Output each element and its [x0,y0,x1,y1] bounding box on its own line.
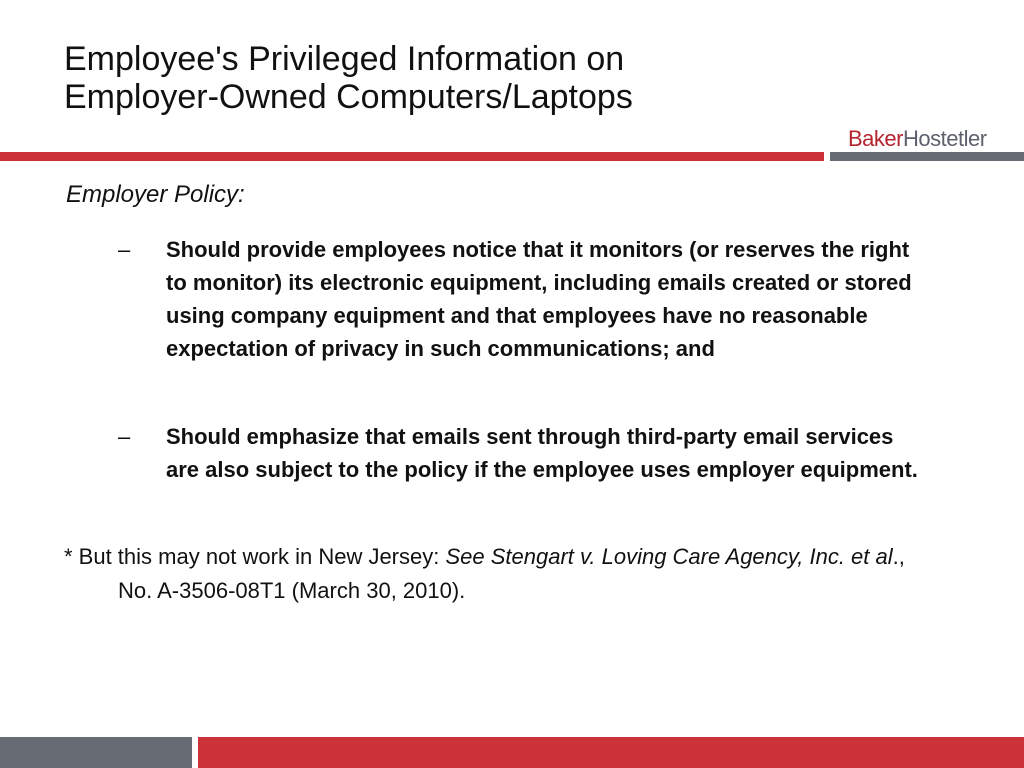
bullet-dash: – [118,424,131,449]
footnote-case-citation: See Stengart v. Loving Care Agency, Inc. et al [445,544,893,569]
logo-part-hostetler: Hostetler [902,126,987,151]
slide-title-line-2: Employer-Owned Computers/Laptops [64,78,633,116]
section-heading: Employer Policy: [66,181,245,208]
header-divider-red [0,152,824,161]
footnote-suffix: ., No. A-3506-08T1 (March 30, 2010). [118,544,905,603]
bullet-dash: – [118,237,131,262]
slide-title-line-1: Employee's Privileged Information on [64,40,625,78]
baker-hostetler-logo [848,126,987,152]
footnote-prefix: * But this may not work in New Jersey: [64,544,446,569]
bullet-text: Should provide employees notice that it monitors (or reserves the right to monitor) its electronic equipment, including emails created or stored using company equipment and that employees have no reasonable expectation of privacy in such communications; and [166,237,912,361]
slide-title [64,40,824,116]
footnote [64,540,944,608]
bullet-item [118,233,918,365]
footer-bar-red [198,737,1024,768]
footer-bar-gray [0,737,192,768]
bullet-text: Should emphasize that emails sent through third-party email services are also subject to the policy if the employee uses employer equipment. [166,424,918,482]
bullet-item [118,420,918,486]
header-divider-gray [830,152,1024,161]
logo-part-baker: Baker [848,126,903,151]
